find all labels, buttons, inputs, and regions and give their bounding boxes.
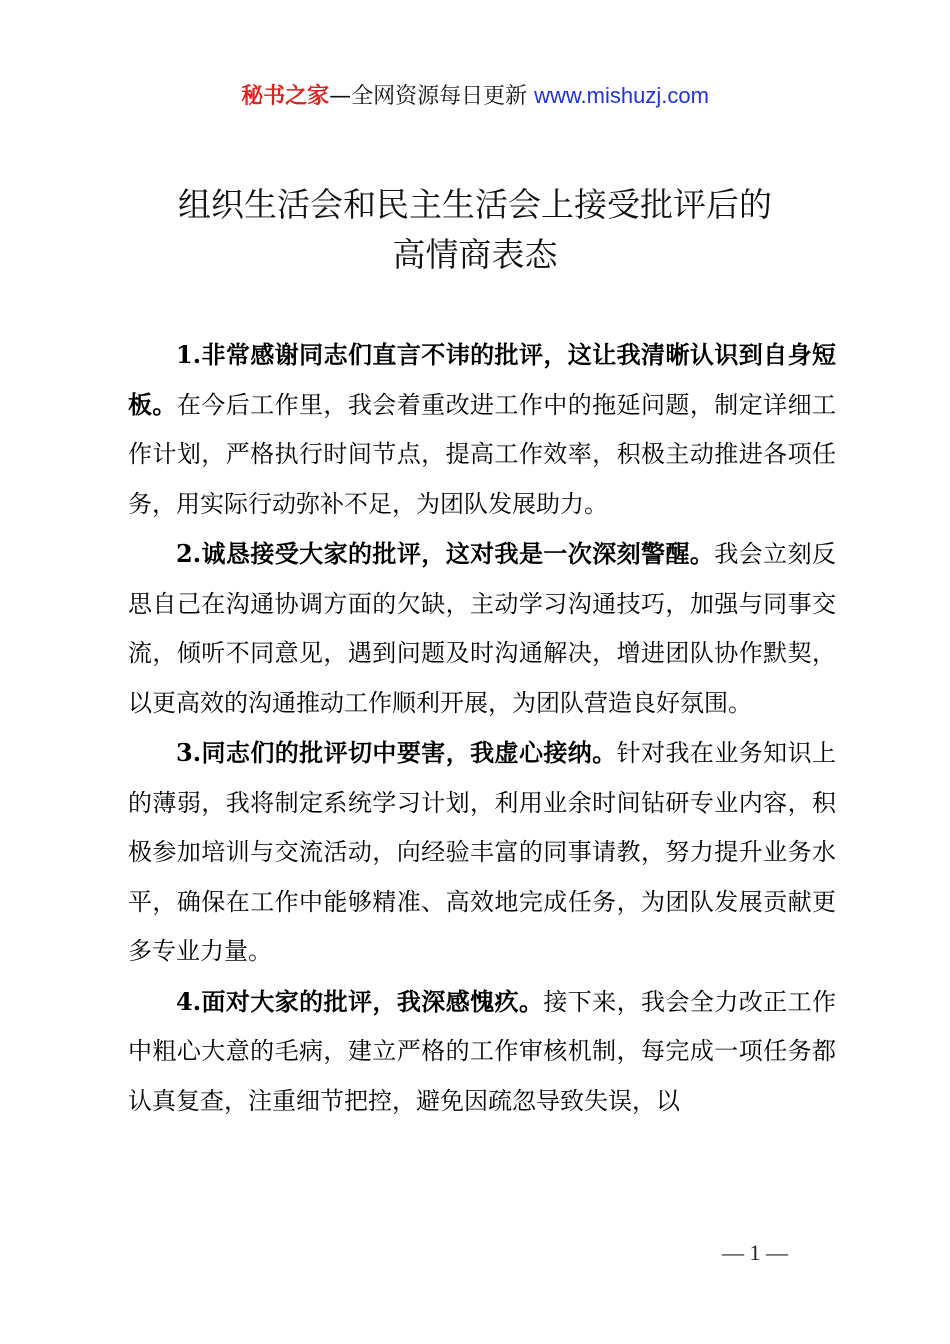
- title-line-2: 高情商表态: [392, 235, 558, 274]
- brand-name: 秘书之家: [241, 84, 330, 109]
- site-url-link[interactable]: www.mishuzj.com: [534, 83, 709, 108]
- site-banner: [0, 79, 950, 114]
- paragraph-lead-text: 面对大家的批评，我深感愧疚。: [201, 987, 544, 1016]
- document-body: [128, 330, 836, 1126]
- paragraph-lead: [176, 988, 543, 1016]
- paragraph-number: 4.: [176, 986, 202, 1016]
- banner-tagline: —全网资源每日更新: [329, 84, 535, 109]
- title-line-1: 组织生活会和民主生活会上接受批评后的: [178, 185, 772, 224]
- paragraph-number: 3.: [176, 738, 202, 767]
- page-number: — 1 —: [722, 1240, 788, 1265]
- paragraph-text: 接下来，我会全力改正工作中粗心大意的毛病，建立严格的工作审核机制，每完成一项任务都认真复查，注重细节把控，避免因疏忽导致失误，以: [128, 987, 837, 1115]
- paragraph-lead-text: 非常感谢同志们直言不讳的批评，这让我清晰认识到自身短板。: [128, 341, 836, 419]
- paragraph-text: 在今后工作里，我会着重改进工作中的拖延问题，制定详细工作计划，严格执行时间节点，提高工作效率，积极主动推进各项任务，用实际行动弥补不足，为团队发展助力。: [128, 390, 837, 518]
- paragraph-4: [128, 977, 836, 1127]
- paragraph-number: 2.: [176, 539, 202, 568]
- paragraph-3: [128, 728, 836, 977]
- paragraph-number: 1.: [176, 340, 202, 369]
- paragraph-lead: [176, 540, 714, 568]
- paragraph-lead: [176, 739, 617, 767]
- paragraph-2: [128, 529, 836, 728]
- document-title: [0, 180, 950, 280]
- paragraph-text: 针对我在业务知识上的薄弱，我将制定系统学习计划，利用业余时间钻研专业内容，积极参加培训与交流活动，向经验丰富的同事请教，努力提升业务水平，确保在工作中能够精准、高效地完成任务，为团队发展贡献更多专业力量。: [128, 739, 837, 965]
- paragraph-text: 我会立刻反思自己在沟通协调方面的欠缺，主动学习沟通技巧，加强与同事交流，倾听不同意见，遇到问题及时沟通解决，增进团队协作默契，以更高效的沟通推动工作顺利开展，为团队营造良好氛围。: [128, 540, 837, 717]
- paragraph-1: [128, 330, 836, 529]
- paragraph-lead-text: 同志们的批评切中要害，我虚心接纳。: [201, 739, 617, 767]
- paragraph-lead-text: 诚恳接受大家的批评，这对我是一次深刻警醒。: [201, 540, 715, 568]
